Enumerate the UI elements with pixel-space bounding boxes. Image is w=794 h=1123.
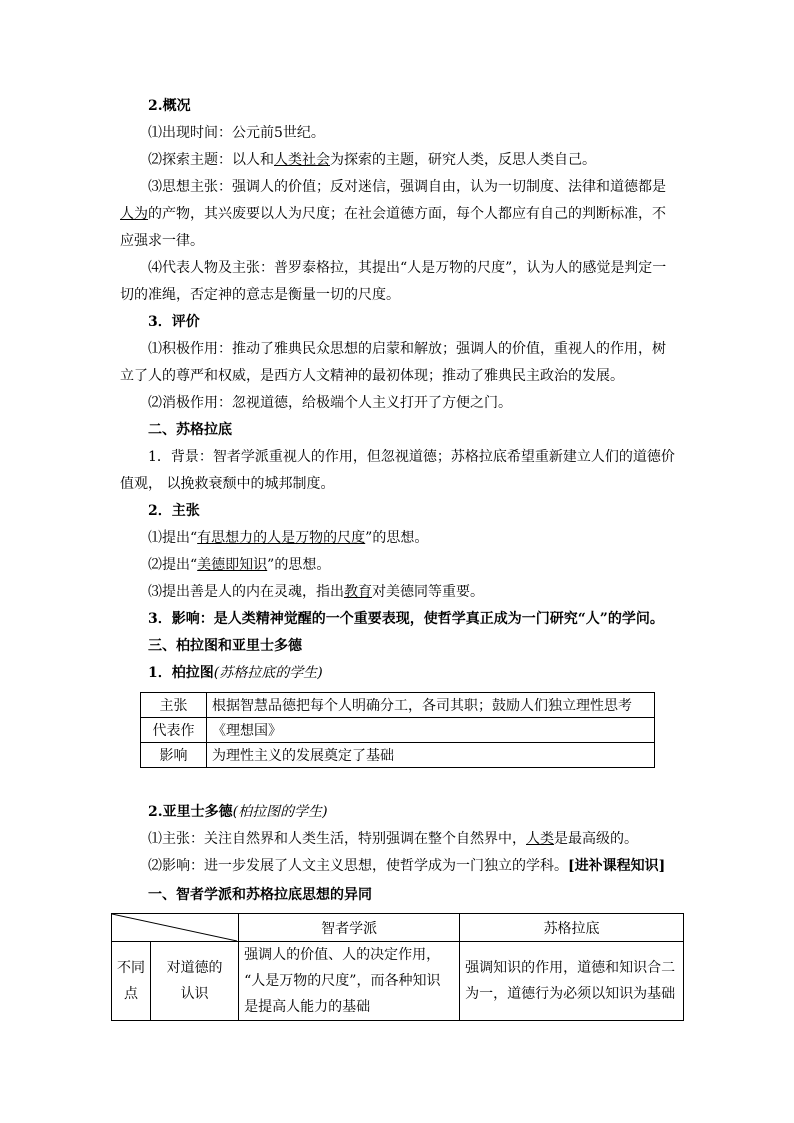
aristotle-claim bbox=[148, 829, 638, 849]
cell-socrates bbox=[460, 942, 684, 1021]
eval-negative: ⑵消极作用：忽视道德，给极端个人主义打开了方便之门。 bbox=[148, 395, 512, 411]
text: 认识 bbox=[180, 986, 209, 1002]
socrates-claim-3 bbox=[148, 582, 484, 602]
text: 对美德同等重要。 bbox=[372, 584, 484, 600]
socrates-claim-2 bbox=[148, 555, 330, 575]
diagonal-line bbox=[112, 914, 237, 941]
table-value: 为理性主义的发展奠定了基础 bbox=[207, 743, 655, 768]
text: 1．柏拉图 bbox=[148, 665, 214, 681]
text: 是提高人能力的基础 bbox=[244, 999, 371, 1015]
note-text: (苏格拉底的学生) bbox=[213, 665, 323, 681]
course-tag: [进补课程知识] bbox=[568, 858, 666, 874]
underlined-text: 教育 bbox=[344, 584, 372, 600]
text: 点 bbox=[124, 986, 138, 1002]
sub-header bbox=[151, 942, 239, 1021]
eval-positive-l1: ⑴积极作用：推动了雅典民众思想的启蒙和解放；强调人的价值，重视人的作用，树 bbox=[148, 341, 666, 357]
text: ⑴主张：关注自然界和人类生活，特别强调在整个自然界中， bbox=[148, 831, 526, 847]
text: 的产物，其兴废要以人为尺度；在社会道德方面，每个人都应有自己的判断标准，不 bbox=[148, 206, 666, 222]
socrates-impact: 3．影响：是人类精神觉醒的一个重要表现，使哲学真正成为一门研究“人”的学问。 bbox=[148, 611, 664, 627]
underlined-text: 人为 bbox=[120, 206, 148, 222]
heading-plato bbox=[148, 663, 323, 683]
table-row bbox=[141, 718, 655, 743]
table-key: 代表作 bbox=[141, 718, 207, 743]
heading-evaluation: 3．评价 bbox=[148, 314, 200, 330]
overview-thought-l1: ⑶思想主张：强调人的价值；反对迷信，强调自由，认为一切制度、法律和道德都是 bbox=[148, 179, 666, 195]
text: ⑴提出“ bbox=[148, 530, 198, 546]
column-header: 苏格拉底 bbox=[460, 914, 684, 942]
overview-theme bbox=[148, 150, 596, 170]
compare-table bbox=[111, 913, 684, 1021]
overview-person-l1: ⑷代表人物及主张：普罗泰格拉，其提出“人是万物的尺度”，认为人的感觉是判定一 bbox=[148, 260, 667, 276]
text: 对道德的 bbox=[166, 960, 223, 976]
table-row bbox=[112, 942, 684, 1021]
table-key: 主张 bbox=[141, 693, 207, 718]
underlined-text: 人类 bbox=[526, 831, 554, 847]
note-text: (柏拉图的学生) bbox=[232, 804, 328, 820]
text: ”的思想。 bbox=[365, 530, 429, 546]
overview-time: ⑴出现时间：公元前5世纪。 bbox=[148, 125, 325, 141]
overview-thought-l3: 应强求一律。 bbox=[120, 233, 204, 249]
table-key: 影响 bbox=[141, 743, 207, 768]
underlined-text: 人类社会 bbox=[274, 152, 330, 168]
text: 不同 bbox=[117, 960, 145, 976]
heading-compare: 一、智者学派和苏格拉底思想的异同 bbox=[148, 887, 372, 903]
heading-overview: 2.概况 bbox=[148, 98, 191, 114]
text: ⑵提出“ bbox=[148, 557, 198, 573]
text: ⑵影响：进一步发展了人文主义思想，使哲学成为一门独立的学科。 bbox=[148, 858, 568, 874]
text: 2.亚里士多德 bbox=[148, 804, 233, 820]
text: 强调人的价值、人的决定作用， bbox=[244, 947, 441, 963]
heading-socrates-claims: 2．主张 bbox=[148, 503, 200, 519]
text: ⑶提出善是人的内在灵魂，指出 bbox=[148, 584, 344, 600]
eval-positive-l2: 立了人的尊严和权威，是西方人文精神的最初体现；推动了雅典民主政治的发展。 bbox=[120, 368, 624, 384]
row-header bbox=[112, 942, 151, 1021]
text: 是最高级的。 bbox=[554, 831, 638, 847]
plato-table bbox=[140, 692, 655, 768]
heading-plato-aristotle: 三、柏拉图和亚里士多德 bbox=[148, 638, 302, 654]
underlined-text: 美德即知识 bbox=[197, 557, 268, 573]
socrates-background-l1: 1．背景：智者学派重视人的作用，但忽视道德；苏格拉底希望重新建立人们的道德价 bbox=[148, 449, 675, 465]
text: “人是万物的尺度”，而各种知识 bbox=[244, 973, 441, 989]
table-row bbox=[141, 743, 655, 768]
text: 为探索的主题，研究人类，反思人类自己。 bbox=[330, 152, 596, 168]
diagonal-header-cell bbox=[112, 914, 239, 942]
underlined-text: 有思想力的人是万物的尺度 bbox=[197, 530, 366, 546]
cell-sophists bbox=[239, 942, 460, 1021]
overview-person-l2: 切的准绳，否定神的意志是衡量一切的尺度。 bbox=[120, 287, 400, 303]
socrates-background-l2: 值观， 以挽救衰颓中的城邦制度。 bbox=[120, 476, 335, 492]
overview-thought-l2 bbox=[120, 204, 666, 224]
column-header: 智者学派 bbox=[239, 914, 460, 942]
table-row bbox=[112, 914, 684, 942]
text: ”的思想。 bbox=[267, 557, 331, 573]
text: ⑵探索主题：以人和 bbox=[148, 152, 274, 168]
text: 强调知识的作用，道德和知识合二 bbox=[465, 960, 676, 976]
aristotle-impact bbox=[148, 856, 665, 876]
heading-aristotle bbox=[148, 802, 328, 822]
socrates-claim-1 bbox=[148, 528, 428, 548]
table-row bbox=[141, 693, 655, 718]
heading-socrates: 二、苏格拉底 bbox=[148, 422, 232, 438]
table-value: 根据智慧品德把每个人明确分工，各司其职；鼓励人们独立理性思考 bbox=[207, 693, 655, 718]
table-value: 《理想国》 bbox=[207, 718, 655, 743]
text: 为一，道德行为必须以知识为基础 bbox=[465, 986, 676, 1002]
